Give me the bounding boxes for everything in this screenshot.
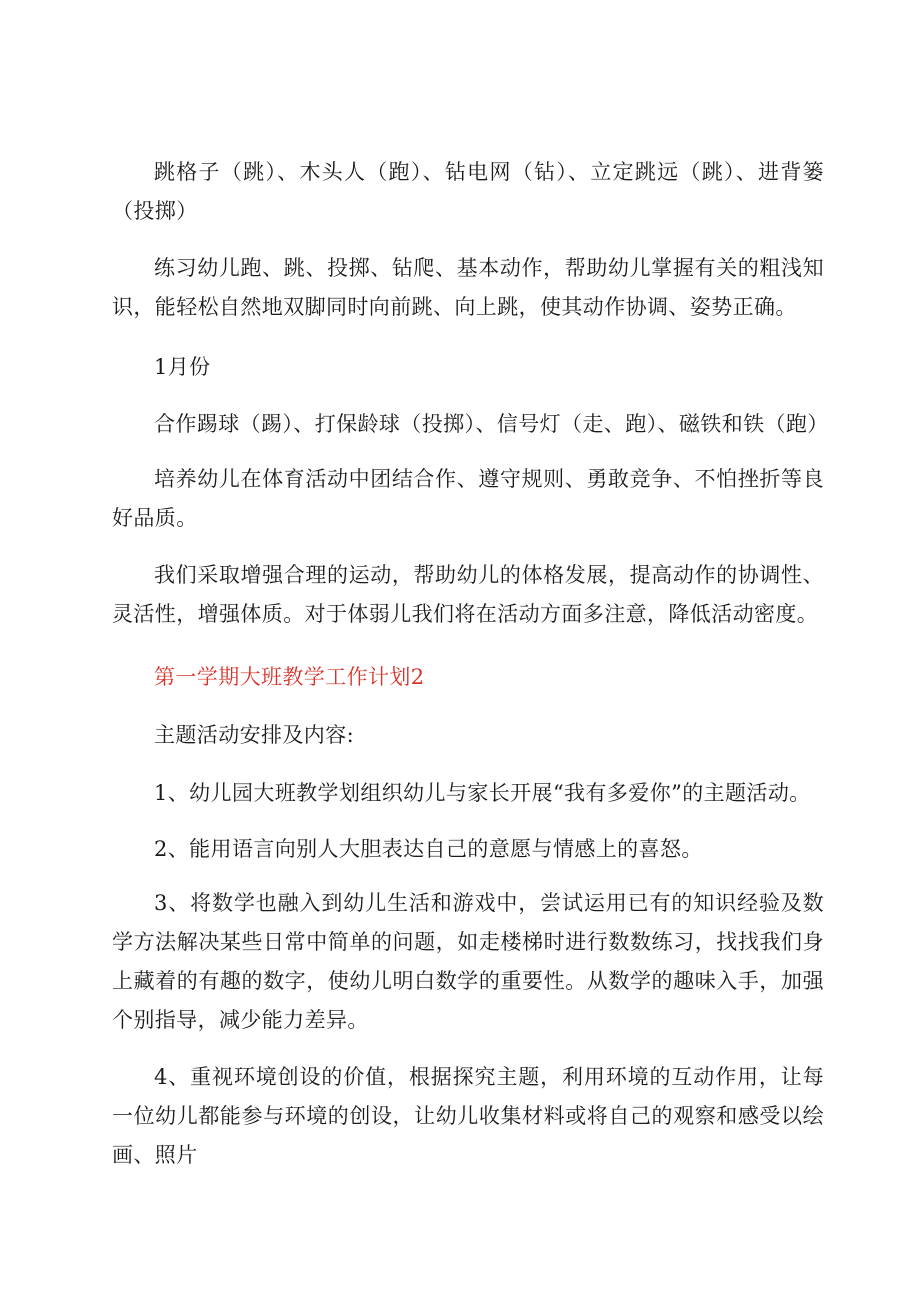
section-heading: 第一学期大班教学工作计划2 [154,665,425,689]
list-item-3: 3、将数学也融入到幼儿生活和游戏中，尝试运用已有的知识经验及数学方法解决某些日常中简单的问题，如走楼梯时进行数数练习，找找我们身上藏着的有趣的数字，使幼儿明白数学的重要性。从数学的趣味入手，加强个别指导，减少能力差异。 [112,891,824,1032]
paragraph-measures: 我们采取增强合理的运动，帮助幼儿的体格发展，提高动作的协调性、灵活性，增强体质。对于体弱儿我们将在活动方面多注意，降低活动密度。 [112,563,824,626]
list-item-1: 1、幼儿园大班教学划组织幼儿与家长开展“我有多爱你”的主题活动。 [154,781,811,805]
paragraph-activities-list: 跳格子（跳）、木头人（跑）、钻电网（钻）、立定跳远（跳）、进背篓（投掷） [112,160,824,223]
paragraph-theme-intro: 主题活动安排及内容: [154,723,355,747]
list-item-4: 4、重视环境创设的价值，根据探究主题，利用环境的互动作用，让每一位幼儿都能参与环境的创设，让幼儿收集材料或将自己的观察和感受以绘画、照片 [112,1065,824,1167]
paragraph-activities-list-2: 合作踢球（踢）、打保龄球（投掷）、信号灯（走、跑）、磁铁和铁（跑） [154,412,829,436]
paragraph-cultivate: 培养幼儿在体育活动中团结合作、遵守规则、勇敢竞争、不怕挫折等良好品质。 [112,467,824,530]
list-item-2: 2、能用语言向别人大胆表达自己的意愿与情感上的喜怒。 [154,837,703,861]
paragraph-goals: 练习幼儿跑、跳、投掷、钻爬、基本动作，帮助幼儿掌握有关的粗浅知识，能轻松自然地双脚同时向前跳、向上跳，使其动作协调、姿势正确。 [112,256,824,319]
paragraph-month: 1月份 [154,355,211,379]
